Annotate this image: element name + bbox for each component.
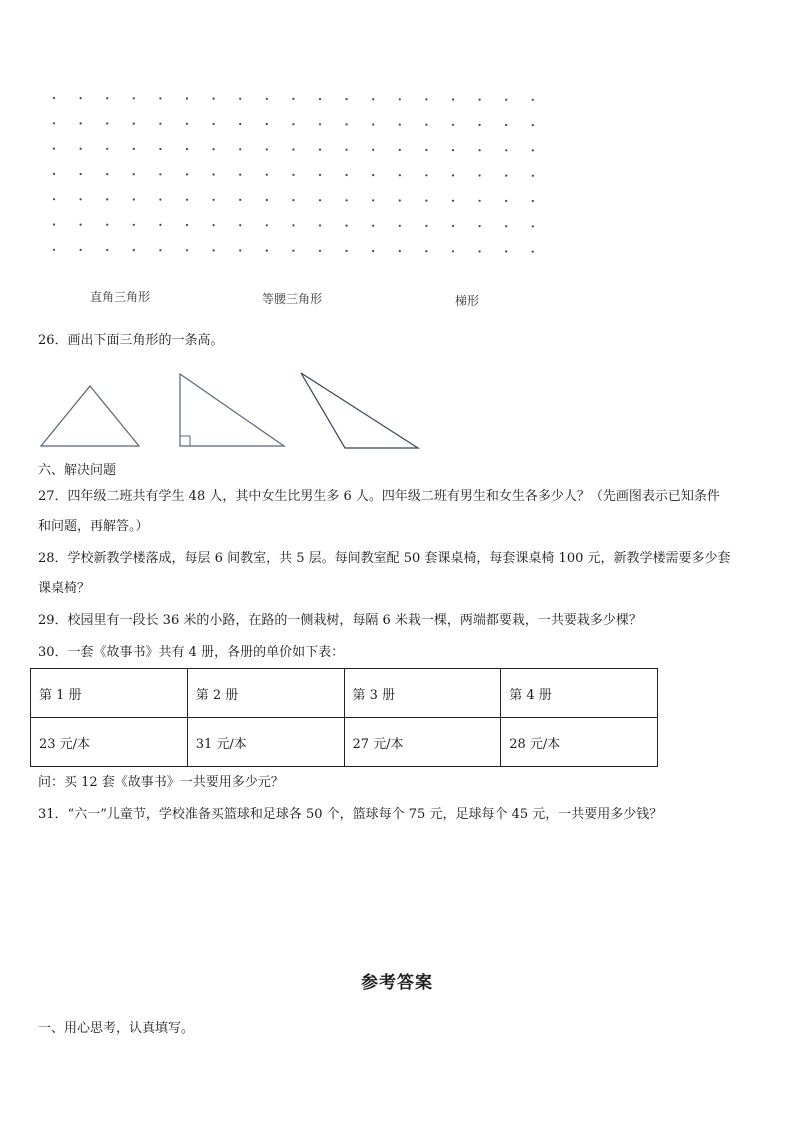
grid-dot: [133, 97, 135, 99]
grid-dot: [532, 149, 534, 151]
question-31: 31．“六一”儿童节，学校准备买篮球和足球各 50 个，篮球每个 75 元，足球每个 45 元，一共要用多少钱？: [38, 807, 663, 822]
grid-dot: [213, 249, 215, 251]
grid-dot: [372, 199, 374, 201]
grid-dot: [346, 98, 348, 100]
grid-dot: [239, 98, 241, 100]
grid-dot: [53, 122, 55, 124]
grid-dot: [292, 98, 294, 100]
grid-dot: [80, 122, 82, 124]
grid-dot: [399, 149, 401, 151]
grid-dot: [133, 224, 135, 226]
grid-dot: [186, 249, 188, 251]
grid-dot: [319, 199, 321, 201]
grid-dot: [346, 225, 348, 227]
table-header-cell: 第 1 册: [31, 669, 188, 718]
grid-dot: [319, 224, 321, 226]
grid-dot: [186, 199, 188, 201]
right-triangle: [180, 374, 284, 446]
grid-dot: [266, 98, 268, 100]
answer-key-title: 参考答案: [361, 973, 433, 993]
grid-dot: [346, 199, 348, 201]
grid-dot: [346, 250, 348, 252]
table-cell: 31 元/本: [187, 718, 344, 767]
grid-dot: [213, 98, 215, 100]
grid-dot: [452, 174, 454, 176]
table-cell: 28 元/本: [501, 718, 658, 767]
grid-dot: [399, 98, 401, 100]
table-cell: 27 元/本: [344, 718, 501, 767]
grid-dot: [213, 173, 215, 175]
grid-dot: [505, 149, 507, 151]
acute-triangle: [41, 386, 139, 446]
grid-dot: [106, 224, 108, 226]
answer-section-1-heading: 一、用心思考，认真填写。: [38, 1021, 195, 1036]
grid-dot: [479, 99, 481, 101]
grid-dot: [266, 148, 268, 150]
grid-dot: [133, 148, 135, 150]
grid-dot: [292, 174, 294, 176]
grid-dot: [239, 174, 241, 176]
grid-dot: [479, 200, 481, 202]
table-cell: 23 元/本: [31, 718, 188, 767]
grid-dot: [532, 200, 534, 202]
grid-dot: [532, 251, 534, 253]
grid-dot: [53, 173, 55, 175]
grid-dot: [106, 148, 108, 150]
grid-dot: [186, 123, 188, 125]
grid-dot: [452, 149, 454, 151]
grid-dot: [53, 198, 55, 200]
grid-dot: [213, 123, 215, 125]
caption-right-triangle: 直角三角形: [90, 290, 151, 304]
triangles-figure: [0, 360, 460, 455]
grid-dot: [292, 199, 294, 201]
grid-dot: [532, 225, 534, 227]
grid-dot: [399, 250, 401, 252]
question-28-line-1: 28．学校新教学楼落成，每层 6 间教室，共 5 层。每间教室配 50 套课桌椅，每套课桌椅 100 元，新教学楼需要多少套: [38, 551, 731, 566]
grid-dot: [106, 198, 108, 200]
question-26: 26．画出下面三角形的一条高。: [38, 333, 224, 348]
grid-dot: [239, 199, 241, 201]
grid-dot: [372, 174, 374, 176]
grid-dot: [346, 123, 348, 125]
grid-dot: [319, 123, 321, 125]
grid-dot: [80, 173, 82, 175]
grid-dot: [159, 199, 161, 201]
grid-dot: [159, 173, 161, 175]
question-28-line-2: 课桌椅？: [38, 581, 91, 596]
grid-dot: [159, 224, 161, 226]
grid-dot: [213, 224, 215, 226]
grid-dot: [505, 200, 507, 202]
grid-dot: [133, 123, 135, 125]
grid-dot: [159, 97, 161, 99]
grid-dot: [452, 225, 454, 227]
grid-dot: [106, 173, 108, 175]
grid-dot: [452, 124, 454, 126]
grid-dot: [239, 224, 241, 226]
grid-dot: [239, 249, 241, 251]
table-header-cell: 第 2 册: [187, 669, 344, 718]
grid-dot: [80, 97, 82, 99]
grid-dot: [479, 149, 481, 151]
grid-dot: [266, 224, 268, 226]
grid-dot: [292, 123, 294, 125]
grid-dot: [399, 225, 401, 227]
table-row: [31, 718, 658, 767]
price-table: [30, 668, 658, 767]
grid-dot: [239, 123, 241, 125]
question-27-line-1: 27．四年级二班共有学生 48 人，其中女生比男生多 6 人。四年级二班有男生和女生各多少人？（先画图表示已知条件: [38, 489, 720, 504]
grid-dot: [425, 149, 427, 151]
grid-dot: [372, 98, 374, 100]
grid-dot: [186, 97, 188, 99]
grid-dot: [399, 174, 401, 176]
grid-dot: [505, 225, 507, 227]
grid-dot: [452, 200, 454, 202]
grid-dot: [532, 99, 534, 101]
grid-dot: [266, 250, 268, 252]
table-header-cell: 第 4 册: [501, 669, 658, 718]
grid-dot: [425, 124, 427, 126]
grid-dot: [186, 224, 188, 226]
grid-dot: [106, 122, 108, 124]
grid-dot: [505, 250, 507, 252]
grid-dot: [133, 198, 135, 200]
grid-dot: [239, 148, 241, 150]
grid-dot: [133, 249, 135, 251]
section-heading-6: 六、解决问题: [38, 463, 117, 478]
grid-dot: [399, 124, 401, 126]
grid-dot: [213, 148, 215, 150]
grid-dot: [292, 148, 294, 150]
obtuse-triangle: [301, 373, 418, 448]
grid-dot: [505, 124, 507, 126]
grid-dot: [532, 124, 534, 126]
grid-dot: [53, 97, 55, 99]
table-header-row: [31, 669, 658, 718]
question-30-ask: 问：买 12 套《故事书》一共要用多少元？: [38, 775, 284, 790]
grid-dot: [425, 200, 427, 202]
grid-dot: [53, 148, 55, 150]
right-angle-mark: [180, 436, 190, 446]
grid-dot: [452, 98, 454, 100]
grid-dot: [106, 249, 108, 251]
grid-dot: [505, 99, 507, 101]
grid-dot: [452, 250, 454, 252]
grid-dot: [372, 123, 374, 125]
grid-dot: [106, 97, 108, 99]
grid-dot: [346, 149, 348, 151]
table-header-cell: 第 3 册: [344, 669, 501, 718]
dot-grid-paper: [0, 0, 794, 270]
grid-dot: [80, 249, 82, 251]
grid-dot: [319, 174, 321, 176]
grid-dot: [292, 250, 294, 252]
grid-dot: [399, 199, 401, 201]
grid-dot: [186, 173, 188, 175]
question-27-line-2: 和问题，再解答。）: [38, 519, 149, 534]
grid-dot: [319, 149, 321, 151]
grid-dot: [372, 149, 374, 151]
grid-dot: [80, 198, 82, 200]
grid-dot: [425, 98, 427, 100]
grid-dot: [505, 175, 507, 177]
grid-dot: [53, 223, 55, 225]
grid-dot: [425, 174, 427, 176]
grid-dot: [532, 175, 534, 177]
grid-dot: [372, 250, 374, 252]
grid-dot: [292, 224, 294, 226]
question-29: 29．校园里有一段长 36 米的小路，在路的一侧栽树，每隔 6 米栽一棵，两端都要栽，一共要栽多少棵？: [38, 613, 642, 628]
grid-dot: [133, 173, 135, 175]
grid-dot: [479, 124, 481, 126]
grid-dot: [425, 250, 427, 252]
grid-dot: [186, 148, 188, 150]
grid-dot: [479, 250, 481, 252]
grid-dot: [479, 174, 481, 176]
caption-trapezoid: 梯形: [455, 294, 480, 308]
question-30: 30．一套《故事书》共有 4 册，各册的单价如下表：: [38, 645, 345, 660]
grid-dot: [213, 199, 215, 201]
grid-dot: [425, 225, 427, 227]
caption-isosceles-triangle: 等腰三角形: [262, 292, 323, 306]
grid-dot: [159, 123, 161, 125]
grid-dot: [80, 224, 82, 226]
grid-dot: [372, 225, 374, 227]
grid-dot: [479, 225, 481, 227]
grid-dot: [53, 249, 55, 251]
grid-dot: [266, 199, 268, 201]
grid-dot: [266, 174, 268, 176]
grid-dot: [319, 98, 321, 100]
grid-dot: [80, 148, 82, 150]
grid-dot: [319, 250, 321, 252]
grid-dot: [159, 249, 161, 251]
grid-dot: [266, 123, 268, 125]
grid-dot: [159, 148, 161, 150]
grid-dot: [346, 174, 348, 176]
